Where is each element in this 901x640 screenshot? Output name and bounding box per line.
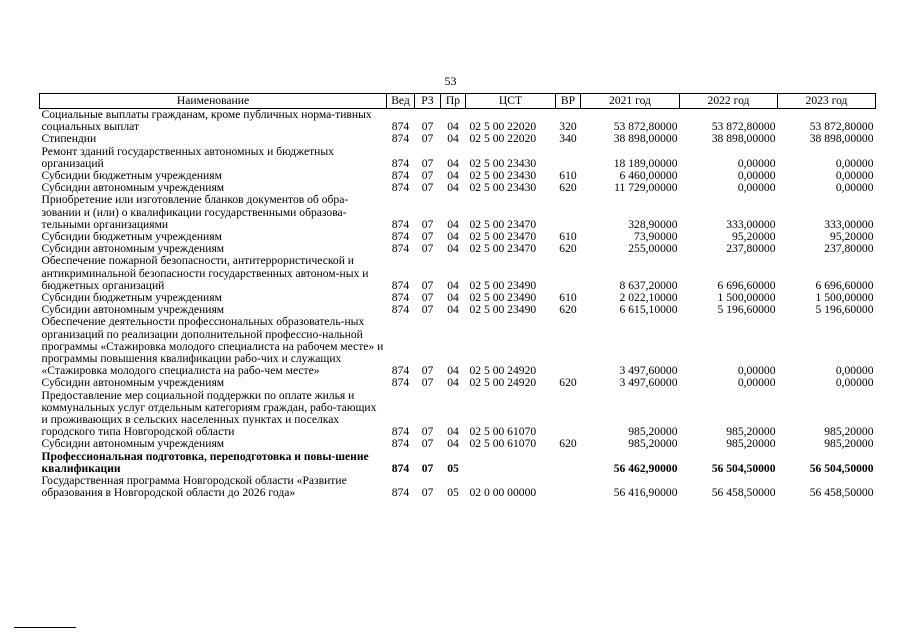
- cell-rz: 07: [421, 425, 434, 439]
- cell-rz: 07: [421, 169, 434, 183]
- cell-2021: 328,90000: [628, 217, 678, 231]
- cell-2022: 0,00000: [737, 181, 776, 195]
- cell-2022: 0,00000: [737, 364, 776, 378]
- cell-2022: 985,20000: [726, 437, 776, 451]
- cell-2023: 237,80000: [824, 242, 874, 256]
- cell-pr: 04: [447, 120, 459, 134]
- cell-rz: 07: [421, 181, 434, 195]
- cell-ved: 874: [391, 425, 410, 439]
- cell-2021: 3 497,60000: [619, 376, 678, 390]
- cell-cst: 02 5 00 61070: [469, 425, 537, 439]
- cell-pr: 04: [447, 169, 459, 183]
- col-header-rz: РЗ: [415, 94, 441, 109]
- budget-table: [39, 93, 876, 500]
- cell-vr: 610: [559, 291, 577, 305]
- cell-cst: 02 5 00 23470: [469, 242, 537, 256]
- cell-2021: 985,20000: [628, 425, 678, 439]
- cell-cst: 02 5 00 23490: [469, 303, 537, 317]
- cell-2021: 38 898,00000: [613, 132, 678, 146]
- cell-ved: 874: [391, 169, 410, 183]
- cell-name: Субсидии бюджетным учреждениям: [41, 230, 222, 244]
- cell-2021: 2 022,10000: [619, 291, 678, 305]
- cell-2022: 0,00000: [737, 376, 776, 390]
- cell-rz: 07: [421, 303, 434, 317]
- cell-2021: 18 189,00000: [613, 156, 678, 170]
- cell-2021: 56 416,90000: [613, 486, 678, 500]
- cell-2023: 985,20000: [824, 425, 874, 439]
- cell-name: Субсидии автономным учреждениям: [41, 303, 225, 317]
- cell-2023: 333,00000: [824, 217, 874, 231]
- cell-cst: 02 5 00 22020: [469, 120, 537, 134]
- table-row: [40, 438, 876, 450]
- cell-vr: 620: [559, 437, 577, 451]
- cell-ved: 874: [391, 376, 410, 390]
- cell-2023: 0,00000: [835, 364, 874, 378]
- table-body: [40, 109, 876, 500]
- cell-pr: 04: [447, 132, 459, 146]
- table-row: [40, 377, 876, 389]
- col-header-cst: ЦСТ: [466, 94, 556, 109]
- cell-rz: 07: [421, 461, 434, 475]
- cell-name: Приобретение или изготовление бланков документов об обра-зовании и (или) о квалификации государственными образова-тельными организациями: [41, 193, 349, 231]
- cell-2022: 237,80000: [726, 242, 776, 256]
- cell-vr: 610: [559, 169, 577, 183]
- cell-pr: 04: [447, 376, 459, 390]
- cell-pr: 04: [447, 242, 459, 256]
- cell-name: Стипендии: [41, 132, 97, 146]
- cell-name: Субсидии автономным учреждениям: [41, 242, 225, 256]
- cell-ved: 874: [391, 132, 410, 146]
- cell-name: Ремонт зданий государственных автономных и бюджетных организаций: [41, 144, 334, 170]
- cell-2022: 56 458,50000: [711, 486, 776, 500]
- cell-ved: 874: [391, 156, 410, 170]
- cell-2021: 6 615,10000: [619, 303, 678, 317]
- cell-ved: 874: [391, 181, 410, 195]
- table-row: [40, 194, 876, 231]
- cell-2023: 38 898,00000: [809, 132, 874, 146]
- cell-ved: 874: [391, 364, 410, 378]
- cell-pr: 04: [447, 364, 459, 378]
- table-row: [40, 109, 876, 134]
- cell-2021: 8 637,20000: [619, 278, 678, 292]
- cell-name: Предоставление мер социальной поддержки по оплате жилья и коммунальных услуг отдельным категориям граждан, рабо-тающих и проживающих в сельских населенных пунктах и поселках городского типа Новгородской области: [41, 388, 377, 439]
- cell-2022: 95,20000: [732, 230, 776, 244]
- cell-2021: 56 462,90000: [613, 461, 678, 475]
- cell-rz: 07: [421, 376, 434, 390]
- cell-rz: 07: [421, 278, 434, 292]
- cell-2023: 0,00000: [835, 181, 874, 195]
- cell-2023: 985,20000: [824, 437, 874, 451]
- cell-pr: 04: [447, 291, 459, 305]
- cell-vr: [556, 475, 581, 499]
- cell-cst: 02 5 00 23430: [469, 169, 537, 183]
- cell-2023: 5 196,60000: [815, 303, 874, 317]
- cell-ved: 874: [391, 278, 410, 292]
- cell-rz: 07: [421, 156, 434, 170]
- cell-vr: 620: [559, 376, 577, 390]
- cell-vr: 620: [559, 303, 577, 317]
- cell-ved: 874: [391, 217, 410, 231]
- cell-rz: 07: [421, 486, 434, 500]
- table-row: [40, 146, 876, 170]
- cell-vr: 320: [559, 120, 577, 134]
- cell-cst: 02 5 00 23490: [469, 291, 537, 305]
- cell-vr: [556, 255, 581, 292]
- table-row: [40, 390, 876, 439]
- cell-pr: 04: [447, 230, 459, 244]
- cell-2021: 53 872,80000: [613, 120, 678, 134]
- cell-cst: 02 5 00 61070: [469, 437, 537, 451]
- col-header-2022: 2022 год: [680, 94, 778, 109]
- cell-cst: 02 5 00 23430: [469, 181, 537, 195]
- cell-2023: 0,00000: [835, 376, 874, 390]
- cell-cst: 02 0 00 00000: [469, 486, 537, 500]
- cell-name: Субсидии бюджетным учреждениям: [41, 291, 222, 305]
- cell-pr: 05: [447, 461, 459, 475]
- cell-cst: 02 5 00 23430: [469, 156, 537, 170]
- cell-ved: 874: [391, 242, 410, 256]
- cell-2021: 255,00000: [628, 242, 678, 256]
- cell-2023: 95,20000: [830, 230, 874, 244]
- cell-name: Субсидии автономным учреждениям: [41, 437, 225, 451]
- cell-2022: 38 898,00000: [711, 132, 776, 146]
- col-header-pr: Пр: [441, 94, 466, 109]
- cell-2023: 0,00000: [835, 169, 874, 183]
- col-header-vr: ВР: [556, 94, 581, 109]
- cell-2022: 53 872,80000: [711, 120, 776, 134]
- cell-cst: 02 5 00 24920: [469, 364, 537, 378]
- cell-2023: 56 504,50000: [809, 461, 874, 475]
- cell-vr: [556, 316, 581, 377]
- cell-rz: 07: [421, 437, 434, 451]
- cell-vr: [556, 451, 581, 475]
- cell-2021: 73,90000: [634, 230, 678, 244]
- cell-pr: 04: [447, 303, 459, 317]
- col-header-2021: 2021 год: [581, 94, 680, 109]
- cell-cst: 02 5 00 24920: [469, 376, 537, 390]
- cell-ved: 874: [391, 437, 410, 451]
- cell-2023: 0,00000: [835, 156, 874, 170]
- cell-rz: 07: [421, 217, 434, 231]
- cell-cst: 02 5 00 23490: [469, 278, 537, 292]
- cell-name: Профессиональная подготовка, переподготовка и повы-шение квалификации: [41, 449, 369, 475]
- cell-vr: 620: [559, 242, 577, 256]
- table-row: [40, 133, 876, 145]
- cell-2021: 11 729,00000: [614, 181, 678, 195]
- cell-2023: 1 500,00000: [815, 291, 874, 305]
- cell-name: Обеспечение деятельности профессиональных образователь-ных организаций по реализации дополнительной профессио-нальной программы «Стажировка молодого специалиста на рабочем месте» и программы повышения квалификации рабо-чих и служащих «Стажировка молодого специалиста на рабо-чем месте»: [41, 315, 384, 378]
- cell-2023: 56 458,50000: [809, 486, 874, 500]
- cell-2021: 985,20000: [628, 437, 678, 451]
- cell-name: Обеспечение пожарной безопасности, антитеррористической и антикриминальной безопасности государственных автоном-ных и бюджетных организаций: [41, 254, 369, 292]
- cell-2023: 53 872,80000: [809, 120, 874, 134]
- table-row: [40, 255, 876, 292]
- cell-2022: 333,00000: [726, 217, 776, 231]
- cell-vr: 610: [559, 230, 577, 244]
- cell-rz: 07: [421, 120, 434, 134]
- cell-pr: 04: [447, 181, 459, 195]
- cell-name: Государственная программа Новгородской области «Развитие образования в Новгородской области до 2026 года»: [41, 474, 347, 500]
- cell-ved: 874: [391, 486, 410, 500]
- table-row: [40, 451, 876, 475]
- cell-rz: 07: [421, 242, 434, 256]
- cell-name: Социальные выплаты гражданам, кроме публичных норма-тивных социальных выплат: [41, 108, 372, 134]
- cell-pr: 05: [447, 486, 459, 500]
- cell-rz: 07: [421, 291, 434, 305]
- table-row: [40, 475, 876, 499]
- col-header-2023: 2023 год: [778, 94, 876, 109]
- col-header-name: Наименование: [40, 94, 387, 109]
- cell-2022: 56 504,50000: [711, 461, 776, 475]
- table-header-row: [40, 94, 876, 109]
- cell-2022: 6 696,60000: [717, 278, 776, 292]
- cell-vr: 620: [559, 181, 577, 195]
- cell-2022: 0,00000: [737, 156, 776, 170]
- col-header-ved: Вед: [387, 94, 415, 109]
- cell-ved: 874: [391, 303, 410, 317]
- cell-pr: 04: [447, 156, 459, 170]
- cell-ved: 874: [391, 120, 410, 134]
- cell-rz: 07: [421, 132, 434, 146]
- cell-name: Субсидии бюджетным учреждениям: [41, 169, 222, 183]
- table-row: [40, 316, 876, 377]
- cell-rz: 07: [421, 364, 434, 378]
- cell-pr: 04: [447, 437, 459, 451]
- footnote-rule: [14, 627, 76, 628]
- cell-pr: 04: [447, 425, 459, 439]
- cell-pr: 04: [447, 278, 459, 292]
- cell-name: Субсидии автономным учреждениям: [41, 181, 225, 195]
- cell-ved: 874: [391, 230, 410, 244]
- cell-2022: 5 196,60000: [717, 303, 776, 317]
- cell-cst: [466, 451, 556, 475]
- cell-2021: 6 460,00000: [619, 169, 678, 183]
- cell-vr: [556, 146, 581, 170]
- cell-2022: 1 500,00000: [717, 291, 776, 305]
- cell-rz: 07: [421, 230, 434, 244]
- cell-vr: [556, 194, 581, 231]
- cell-pr: 04: [447, 217, 459, 231]
- cell-2023: 6 696,60000: [815, 278, 874, 292]
- cell-2022: 985,20000: [726, 425, 776, 439]
- cell-ved: 874: [391, 291, 410, 305]
- cell-ved: 874: [391, 461, 410, 475]
- cell-cst: 02 5 00 22020: [469, 132, 537, 146]
- cell-cst: 02 5 00 23470: [469, 217, 537, 231]
- cell-name: Субсидии автономным учреждениям: [41, 376, 225, 390]
- cell-2022: 0,00000: [737, 169, 776, 183]
- cell-vr: [556, 390, 581, 439]
- cell-cst: 02 5 00 23470: [469, 230, 537, 244]
- cell-vr: 340: [559, 132, 577, 146]
- page-number: 53: [444, 74, 457, 88]
- cell-2021: 3 497,60000: [619, 364, 678, 378]
